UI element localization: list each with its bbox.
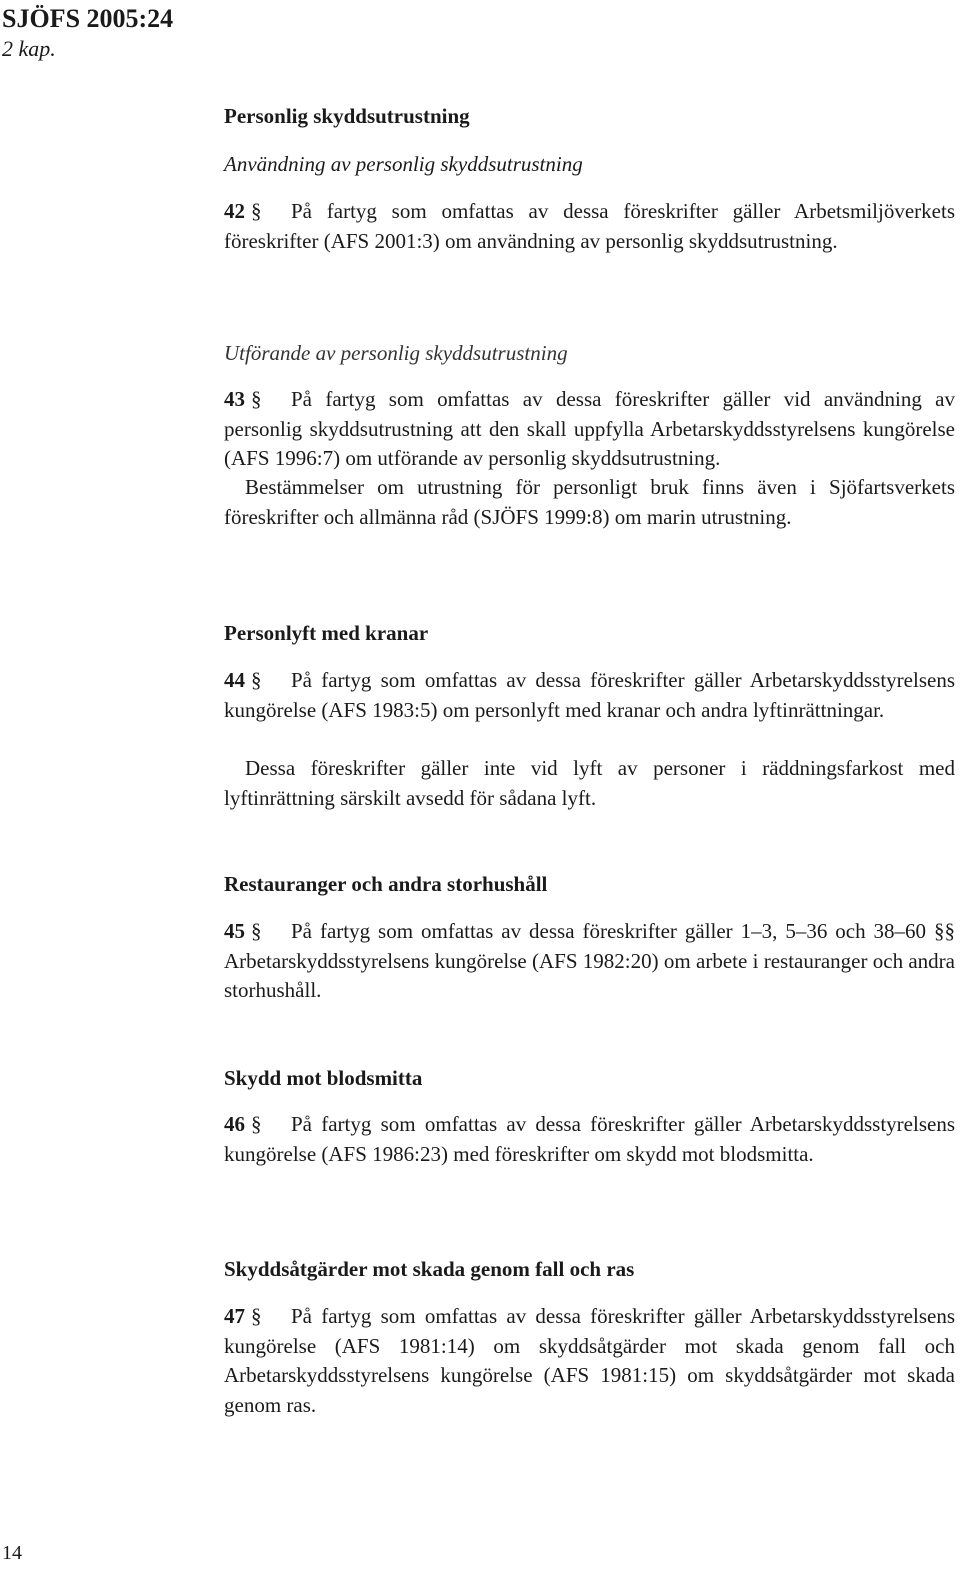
paragraph-text: På fartyg som omfattas av dessa föreskrifter gäller Arbetarskyddsstyrelsens kungörelse (AFS 1983:5) om personlyft med kranar och andra lyftinrättningar.	[224, 668, 955, 722]
section-heading-fall-protection: Skyddsåtgärder mot skada genom fall och ras	[224, 1257, 635, 1281]
section-sign: §	[251, 1112, 262, 1136]
paragraph-number: 42	[224, 199, 245, 223]
section-sign: §	[251, 199, 262, 223]
section-heading-blood-infection: Skydd mot blodsmitta	[224, 1066, 423, 1090]
paragraph-44-continued: Dessa föreskrifter gäller inte vid lyft av personer i räddningsfarkost med lyftinrättning särskilt avsedd för sådana lyft.	[224, 756, 955, 810]
section-sign: §	[251, 387, 262, 411]
paragraph-text: På fartyg som omfattas av dessa föreskrifter gäller Arbetarskyddsstyrelsens kungörelse (AFS 1981:14) om skyddsåtgärder mot skada genom fall och Arbetarskyddsstyrelsens kungörelse (AFS 1981:15) om skyddsåtgärder mot skada genom ras.	[224, 1304, 955, 1417]
paragraph-text: På fartyg som omfattas av dessa föreskrifter gäller 1–3, 5–36 och 38–60 §§ Arbetarskyddsstyrelsens kungörelse (AFS 1982:20) om arbete i restauranger och andra storhushåll.	[224, 919, 955, 1002]
section-sign: §	[251, 919, 262, 943]
paragraph-number: 45	[224, 919, 245, 943]
section-sign: §	[251, 668, 262, 692]
paragraph-number: 44	[224, 668, 245, 692]
paragraph-number: 46	[224, 1112, 245, 1136]
subheading-use-of-equipment: Användning av personlig skyddsutrustning	[224, 152, 583, 176]
paragraph-text: På fartyg som omfattas av dessa föreskrifter gäller vid användning av personlig skyddsutrustning att den skall uppfylla Arbetarskyddsstyrelsens kungörelse (AFS 1996:7) om utförande av personlig skyddsutrustning.	[224, 387, 955, 470]
section-heading-person-lift: Personlyft med kranar	[224, 621, 429, 645]
paragraph-number: 43	[224, 387, 245, 411]
paragraph-45	[224, 917, 955, 1006]
paragraph-43-continued: Bestämmelser om utrustning för personligt bruk finns även i Sjöfartsverkets föreskrifter och allmänna råd (SJÖFS 1999:8) om marin utrustning.	[224, 475, 955, 529]
section-heading-restaurants: Restauranger och andra storhushåll	[224, 872, 548, 896]
section-sign: §	[251, 1304, 262, 1328]
paragraph-text: På fartyg som omfattas av dessa föreskrifter gäller Arbetarskyddsstyrelsens kungörelse (AFS 1986:23) med föreskrifter om skydd mot blodsmitta.	[224, 1112, 955, 1166]
chapter-label: 2 kap.	[2, 36, 56, 61]
paragraph-text: På fartyg som omfattas av dessa föreskrifter gäller Arbetsmiljöverkets föreskrifter (AFS 2001:3) om användning av personlig skyddsutrustning.	[224, 199, 955, 253]
paragraph-44	[224, 666, 955, 725]
subheading-design-of-equipment: Utförande av personlig skyddsutrustning	[224, 341, 568, 365]
paragraph-number: 47	[224, 1304, 245, 1328]
page-number: 14	[2, 1542, 22, 1564]
paragraph-43	[224, 385, 955, 474]
document-code: SJÖFS 2005:24	[2, 4, 174, 33]
paragraph-47	[224, 1302, 955, 1420]
section-heading-personal-protective-equipment: Personlig skyddsutrustning	[224, 104, 470, 128]
paragraph-42	[224, 197, 955, 256]
paragraph-46	[224, 1110, 955, 1169]
